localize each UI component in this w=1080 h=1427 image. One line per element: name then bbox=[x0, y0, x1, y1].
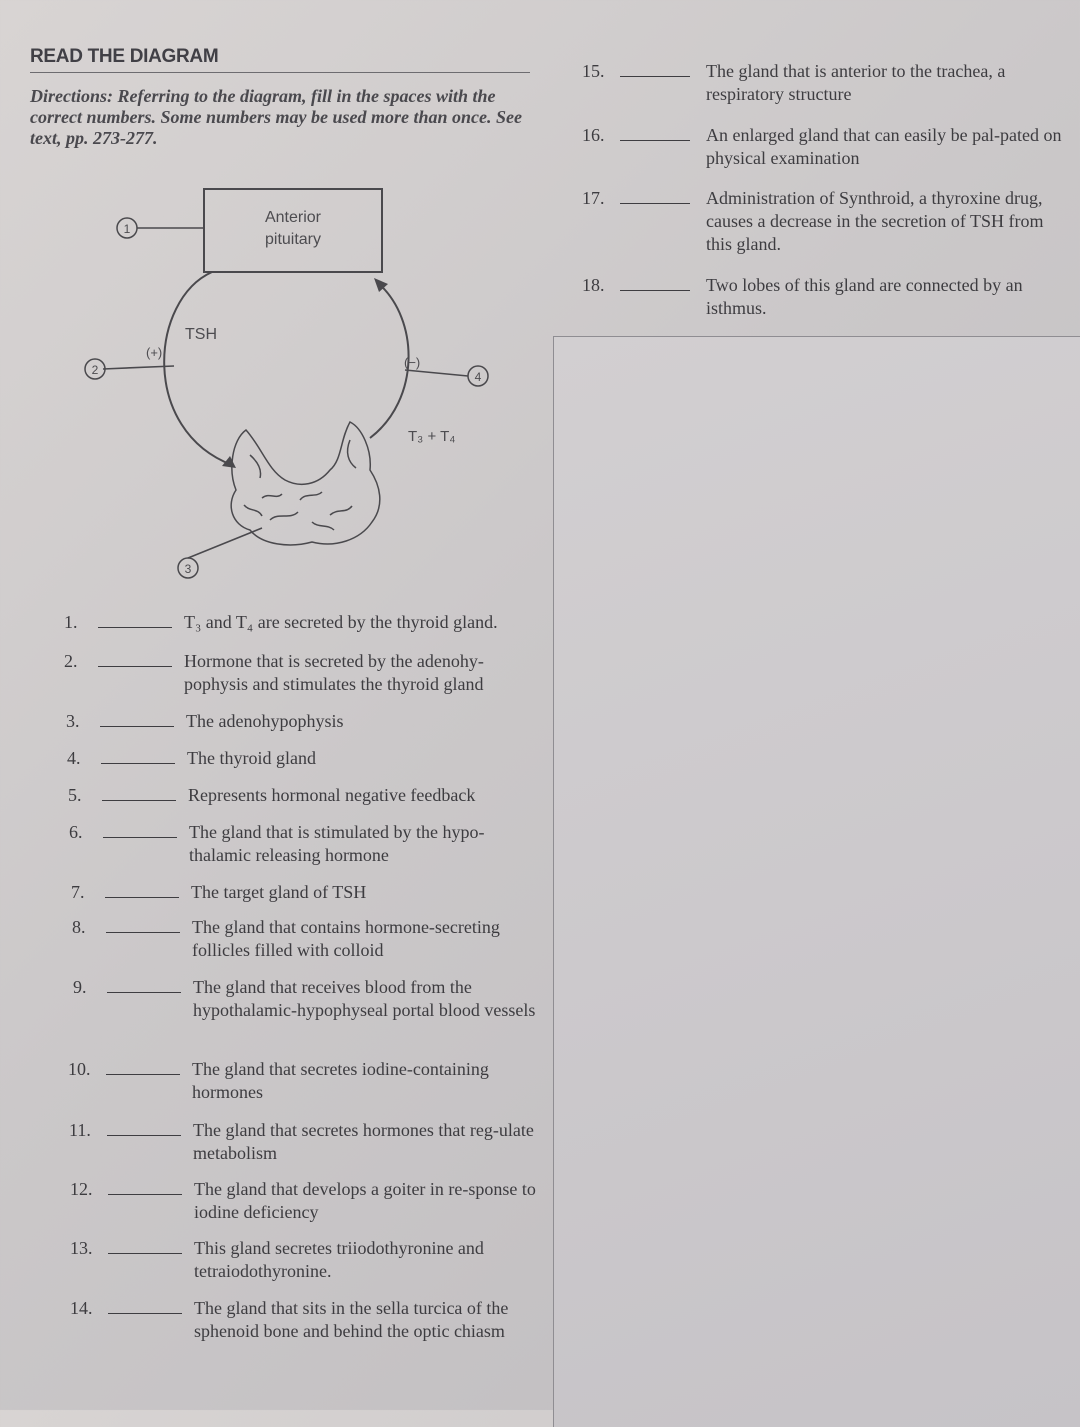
question-text: The target gland of TSH bbox=[191, 882, 367, 902]
question-number: 15. bbox=[582, 61, 605, 81]
answer-blank[interactable] bbox=[107, 992, 181, 993]
question-number: 7. bbox=[71, 882, 85, 902]
directions-text: Directions: Referring to the diagram, fill in the spaces with the correct numbers. Some numbers may be used more than once. See text, pp. 273-277. bbox=[30, 86, 523, 148]
feedback-loop-path bbox=[370, 283, 409, 438]
question-number: 16. bbox=[582, 125, 605, 145]
question-text: Hormone that is secreted by the adenohy-pophysis and stimulates the thyroid gland bbox=[184, 651, 484, 694]
box-label-anterior: Anterior bbox=[264, 209, 322, 226]
answer-blank[interactable] bbox=[105, 897, 179, 898]
answer-blank[interactable] bbox=[620, 76, 690, 77]
callout-3-line bbox=[188, 528, 262, 558]
callout-3-label: 3 bbox=[184, 562, 192, 576]
answer-blank[interactable] bbox=[98, 666, 172, 667]
question-number: 4. bbox=[67, 748, 81, 768]
question-text: The gland that receives blood from the hypothalamic-hypophyseal portal blood vessels bbox=[193, 977, 536, 1020]
question-text: T₃ and T₄ are secreted by the thyroid gland. bbox=[184, 612, 498, 632]
answer-blank[interactable] bbox=[108, 1253, 182, 1254]
question-number: 12. bbox=[70, 1179, 93, 1199]
answer-blank[interactable] bbox=[620, 203, 690, 204]
callout-4-line bbox=[405, 370, 468, 376]
question-text: The adenohypophysis bbox=[186, 711, 344, 731]
answer-blank[interactable] bbox=[103, 837, 177, 838]
box-label-pituitary: pituitary bbox=[264, 231, 322, 248]
question-text: The gland that develops a goiter in re-sponse to iodine deficiency bbox=[194, 1179, 536, 1222]
answer-blank[interactable] bbox=[106, 932, 180, 933]
section-title: READ THE DIAGRAM bbox=[30, 46, 530, 73]
callout-4-label: 4 bbox=[474, 370, 482, 384]
question-text: The gland that is stimulated by the hypo-thalamic releasing hormone bbox=[189, 822, 485, 865]
thyroid-gland-illustration bbox=[231, 422, 380, 545]
question-number: 17. bbox=[582, 188, 605, 208]
callout-2-label: 2 bbox=[91, 363, 99, 377]
question-number: 10. bbox=[68, 1059, 91, 1079]
answer-blank[interactable] bbox=[620, 140, 690, 141]
answer-blank[interactable] bbox=[98, 627, 172, 628]
blank-panel bbox=[553, 336, 1080, 1427]
feedback-diagram bbox=[0, 0, 560, 600]
answer-blank[interactable] bbox=[106, 1074, 180, 1075]
question-text: The gland that secretes iodine-containing hormones bbox=[192, 1059, 489, 1102]
question-text: The thyroid gland bbox=[187, 748, 316, 768]
answer-blank[interactable] bbox=[102, 800, 176, 801]
answer-blank[interactable] bbox=[108, 1313, 182, 1314]
answer-blank[interactable] bbox=[108, 1194, 182, 1195]
question-number: 2. bbox=[64, 651, 78, 671]
question-text: Two lobes of this gland are connected by an isthmus. bbox=[706, 275, 1023, 318]
question-number: 9. bbox=[73, 977, 87, 997]
question-text: Represents hormonal negative feedback bbox=[188, 785, 476, 805]
question-number: 6. bbox=[69, 822, 83, 842]
plus-label: (+) bbox=[146, 345, 163, 360]
question-number: 8. bbox=[72, 917, 86, 937]
tsh-label: TSH bbox=[185, 326, 217, 343]
minus-label: (−) bbox=[404, 355, 421, 370]
answer-blank[interactable] bbox=[101, 763, 175, 764]
question-number: 18. bbox=[582, 275, 605, 295]
question-number: 11. bbox=[69, 1120, 91, 1140]
question-text: Administration of Synthroid, a thyroxine drug, causes a decrease in the secretion of TSH from this gland. bbox=[706, 188, 1044, 254]
callout-1-label: 1 bbox=[123, 222, 131, 236]
question-number: 14. bbox=[70, 1298, 93, 1318]
question-text: This gland secretes triiodothyronine and tetraiodothyronine. bbox=[194, 1238, 484, 1281]
question-text: An enlarged gland that can easily be pal-pated on physical examination bbox=[706, 125, 1062, 168]
question-text: The gland that sits in the sella turcica of the sphenoid bone and behind the optic chiasm bbox=[194, 1298, 509, 1341]
question-number: 13. bbox=[70, 1238, 93, 1258]
question-text: The gland that secretes hormones that reg-ulate metabolism bbox=[193, 1120, 534, 1163]
question-text: The gland that contains hormone-secreting follicles filled with colloid bbox=[192, 917, 500, 960]
question-number: 3. bbox=[66, 711, 80, 731]
answer-blank[interactable] bbox=[107, 1135, 181, 1136]
question-number: 5. bbox=[68, 785, 82, 805]
question-number: 1. bbox=[64, 612, 78, 632]
answer-blank[interactable] bbox=[100, 726, 174, 727]
question-text: The gland that is anterior to the trachea, a respiratory structure bbox=[706, 61, 1006, 104]
answer-blank[interactable] bbox=[620, 290, 690, 291]
tsh-loop-path bbox=[164, 272, 232, 465]
t3-t4-label: T₃ + T₄ bbox=[408, 428, 456, 445]
